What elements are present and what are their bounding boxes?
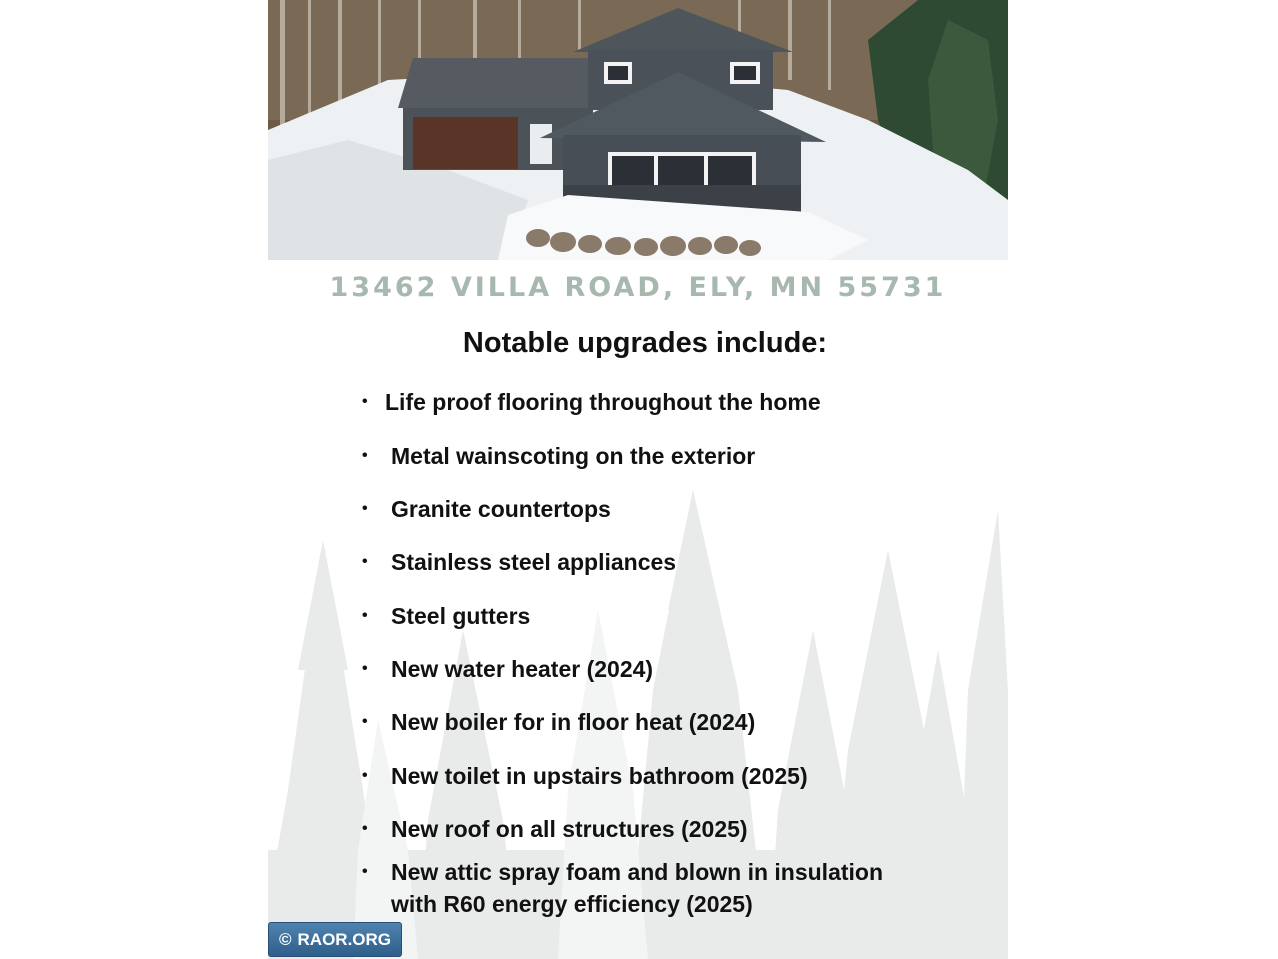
bullet-icon: • <box>362 820 368 837</box>
bullet-icon: • <box>362 607 368 624</box>
list-item <box>362 813 942 845</box>
list-item-text: Life proof flooring throughout the home <box>385 389 821 415</box>
bullet-icon: • <box>362 713 368 730</box>
list-item <box>362 760 942 792</box>
bullet-icon: • <box>362 393 368 410</box>
list-item <box>362 600 942 632</box>
bullet-icon: • <box>362 660 368 677</box>
upgrades-heading: Notable upgrades include: <box>462 327 828 359</box>
list-item <box>362 706 942 738</box>
list-item <box>362 546 942 578</box>
list-item-text: New roof on all structures (2025) <box>391 816 748 842</box>
bullet-icon: • <box>362 863 368 880</box>
listing-flyer <box>268 0 1008 959</box>
list-item-text: New water heater (2024) <box>391 656 654 682</box>
watermark-text: RAOR.ORG <box>297 930 392 949</box>
bullet-icon: • <box>362 500 368 517</box>
bullet-icon: • <box>362 767 368 784</box>
list-item-text: Metal wainscoting on the exterior <box>391 443 756 469</box>
list-item-text: New attic spray foam and blown in insulation with R60 energy efficiency (2025) <box>391 859 884 917</box>
raor-watermark-badge[interactable] <box>268 922 402 957</box>
copyright-icon: © <box>279 930 292 949</box>
bullet-icon: • <box>362 447 368 464</box>
list-item <box>362 493 942 525</box>
list-item-text: Steel gutters <box>391 603 531 629</box>
property-address: 13462 VILLA ROAD, ELY, MN 55731 <box>329 272 947 303</box>
house-photo <box>268 0 1008 260</box>
list-item-text: New toilet in upstairs bathroom (2025) <box>391 763 808 789</box>
list-item <box>362 856 922 920</box>
list-item <box>362 653 942 685</box>
list-item <box>362 440 942 472</box>
list-item-text: Stainless steel appliances <box>391 549 677 575</box>
list-item-text: Granite countertops <box>391 496 611 522</box>
list-item <box>362 386 942 418</box>
list-item-text: New boiler for in floor heat (2024) <box>391 709 756 735</box>
bullet-icon: • <box>362 553 368 570</box>
